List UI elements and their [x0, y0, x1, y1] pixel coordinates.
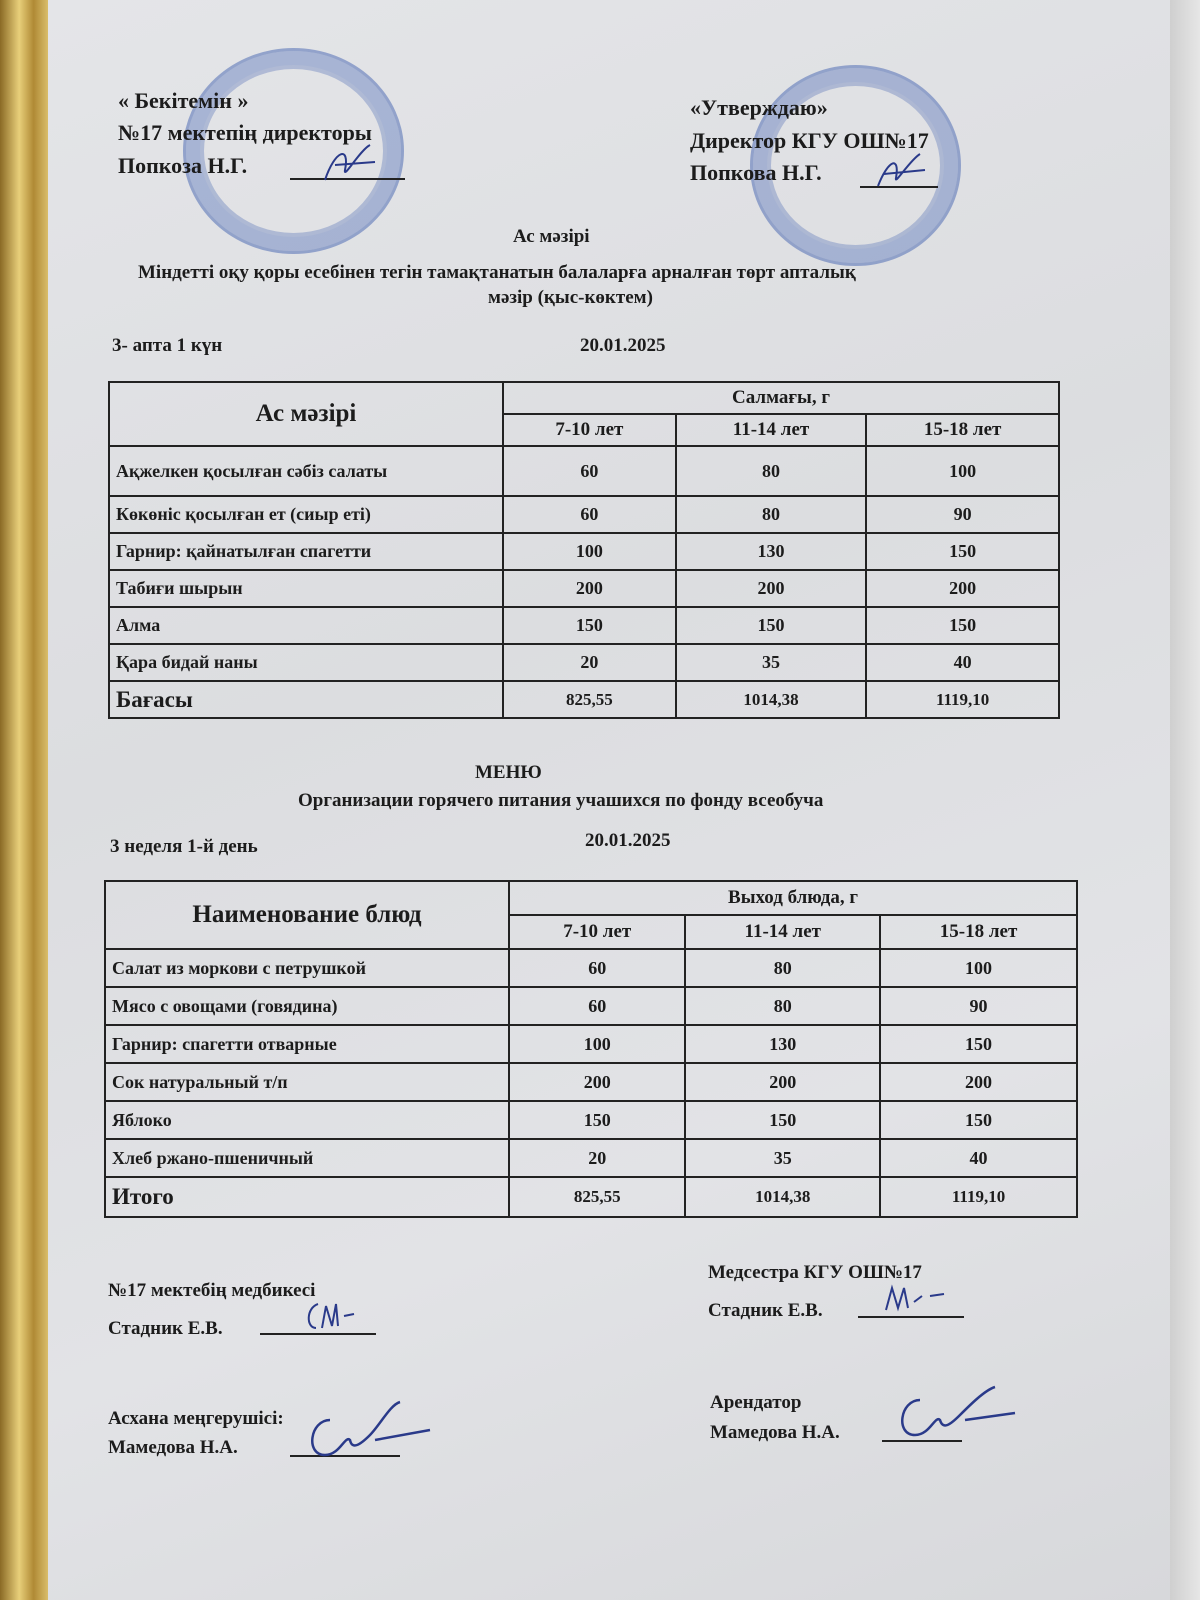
dish-name: Гарнир: спагетти отварные [105, 1025, 509, 1063]
dish-name: Яблоко [105, 1101, 509, 1139]
weight-value: 60 [503, 446, 676, 496]
ru-date: 20.01.2025 [585, 830, 671, 851]
weight-value: 40 [880, 1139, 1077, 1177]
weight-value: 130 [676, 533, 867, 570]
table-row [105, 1063, 1077, 1101]
approval-kz-name: Попкоза Н.Г. [118, 153, 248, 178]
canteen-kz-name: Мамедова Н.А. [108, 1437, 238, 1458]
weight-value: 35 [685, 1139, 880, 1177]
weight-value: 35 [676, 644, 867, 681]
weight-value: 150 [685, 1101, 880, 1139]
dish-name: Қара бидай наны [109, 644, 503, 681]
table-row [105, 1139, 1077, 1177]
nurse-kz-position: №17 мектебің медбикесі [108, 1280, 316, 1301]
price-value: 1119,10 [880, 1177, 1077, 1217]
table-row [109, 607, 1059, 644]
weight-value: 20 [509, 1139, 685, 1177]
age-group-header: 11-14 лет [685, 915, 880, 949]
weight-value: 150 [509, 1101, 685, 1139]
nurse-kz-name: Стадник Е.В. [108, 1318, 223, 1339]
dish-name: Көкөніс қосылған ет (сиыр еті) [109, 496, 503, 533]
table-row [105, 1101, 1077, 1139]
weight-value: 60 [509, 987, 685, 1025]
approval-ru-title: «Утверждаю» [690, 95, 828, 120]
price-value: 1014,38 [685, 1177, 880, 1217]
table-row [109, 644, 1059, 681]
signature [885, 1385, 1025, 1455]
age-group-header: 7-10 лет [509, 915, 685, 949]
signature [880, 1282, 950, 1316]
price-value: 1014,38 [676, 681, 867, 718]
weight-value: 90 [880, 987, 1077, 1025]
weight-value: 200 [503, 570, 676, 607]
total-label: Бағасы [109, 681, 503, 718]
signature [300, 1298, 360, 1334]
price-value: 825,55 [503, 681, 676, 718]
signature [870, 150, 930, 190]
kz-menu-table [108, 381, 1060, 719]
weight-value: 100 [509, 1025, 685, 1063]
weight-value: 100 [503, 533, 676, 570]
kz-week-day: 3- апта 1 күн [112, 335, 223, 356]
weight-value: 200 [509, 1063, 685, 1101]
weight-value: 150 [866, 607, 1059, 644]
dish-name: Салат из моркови с петрушкой [105, 949, 509, 987]
ru-week-day: 3 неделя 1-й день [110, 836, 258, 857]
column-header-dish: Ас мәзірі [109, 382, 503, 446]
weight-value: 80 [676, 446, 867, 496]
column-header-weight: Выход блюда, г [509, 881, 1077, 915]
kz-menu-subtitle-2: мәзір (қыс-көктем) [488, 287, 653, 308]
canteen-kz-position: Асхана меңгерушісі: [108, 1408, 284, 1429]
price-value: 825,55 [509, 1177, 685, 1217]
ru-menu-title: МЕНЮ [475, 762, 542, 783]
weight-value: 200 [866, 570, 1059, 607]
dish-name: Табиғи шырын [109, 570, 503, 607]
weight-value: 130 [685, 1025, 880, 1063]
approval-kz-title: « Бекітемін » [118, 88, 249, 113]
kz-date: 20.01.2025 [580, 335, 666, 356]
weight-value: 60 [509, 949, 685, 987]
weight-value: 60 [503, 496, 676, 533]
signature-line [858, 1316, 964, 1318]
kz-menu-title: Ас мәзірі [513, 226, 590, 247]
weight-value: 150 [880, 1101, 1077, 1139]
weight-value: 150 [676, 607, 867, 644]
dish-name: Ақжелкен қосылған сәбіз салаты [109, 446, 503, 496]
weight-value: 80 [685, 987, 880, 1025]
kz-menu-subtitle: Міндетті оқу қоры есебінен тегін тамақтанатын балаларға арналған төрт апталық [138, 262, 856, 283]
column-header-weight: Салмағы, г [503, 382, 1059, 414]
weight-value: 200 [676, 570, 867, 607]
age-group-header: 15-18 лет [866, 414, 1059, 446]
wall [1170, 0, 1200, 1600]
total-row [109, 681, 1059, 718]
table-row [109, 496, 1059, 533]
signature [290, 1400, 440, 1470]
picture-frame [0, 0, 48, 1600]
table-row [105, 1025, 1077, 1063]
age-group-header: 15-18 лет [880, 915, 1077, 949]
nurse-ru-name: Стадник Е.В. [708, 1300, 823, 1321]
table-row [105, 949, 1077, 987]
age-group-header: 7-10 лет [503, 414, 676, 446]
signature [315, 140, 385, 185]
approval-ru-name: Попкова Н.Г. [690, 160, 822, 185]
weight-value: 150 [866, 533, 1059, 570]
weight-value: 100 [880, 949, 1077, 987]
total-label: Итого [105, 1177, 509, 1217]
dish-name: Сок натуральный т/п [105, 1063, 509, 1101]
dish-name: Алма [109, 607, 503, 644]
weight-value: 200 [685, 1063, 880, 1101]
weight-value: 100 [866, 446, 1059, 496]
table-row [105, 987, 1077, 1025]
table-row [109, 446, 1059, 496]
ru-menu-subtitle: Организации горячего питания учашихся по фонду всеобуча [298, 790, 824, 811]
table-row [109, 570, 1059, 607]
nurse-ru-position: Медсестра КГУ ОШ№17 [708, 1262, 922, 1283]
weight-value: 150 [503, 607, 676, 644]
weight-value: 90 [866, 496, 1059, 533]
weight-value: 200 [880, 1063, 1077, 1101]
dish-name: Мясо с овощами (говядина) [105, 987, 509, 1025]
weight-value: 20 [503, 644, 676, 681]
ru-menu-table [104, 880, 1078, 1218]
weight-value: 150 [880, 1025, 1077, 1063]
weight-value: 80 [676, 496, 867, 533]
dish-name: Гарнир: қайнатылған спагетти [109, 533, 503, 570]
weight-value: 80 [685, 949, 880, 987]
price-value: 1119,10 [866, 681, 1059, 718]
weight-value: 40 [866, 644, 1059, 681]
dish-name: Хлеб ржано-пшеничный [105, 1139, 509, 1177]
age-group-header: 11-14 лет [676, 414, 867, 446]
approval-ru-position: Директор КГУ ОШ№17 [690, 128, 929, 153]
table-row [109, 533, 1059, 570]
tenant-ru-name: Мамедова Н.А. [710, 1422, 840, 1443]
total-row [105, 1177, 1077, 1217]
column-header-dish: Наименование блюд [105, 881, 509, 949]
approval-kz-position: №17 мектепің директоры [118, 120, 372, 145]
tenant-ru-position: Арендатор [710, 1392, 802, 1413]
